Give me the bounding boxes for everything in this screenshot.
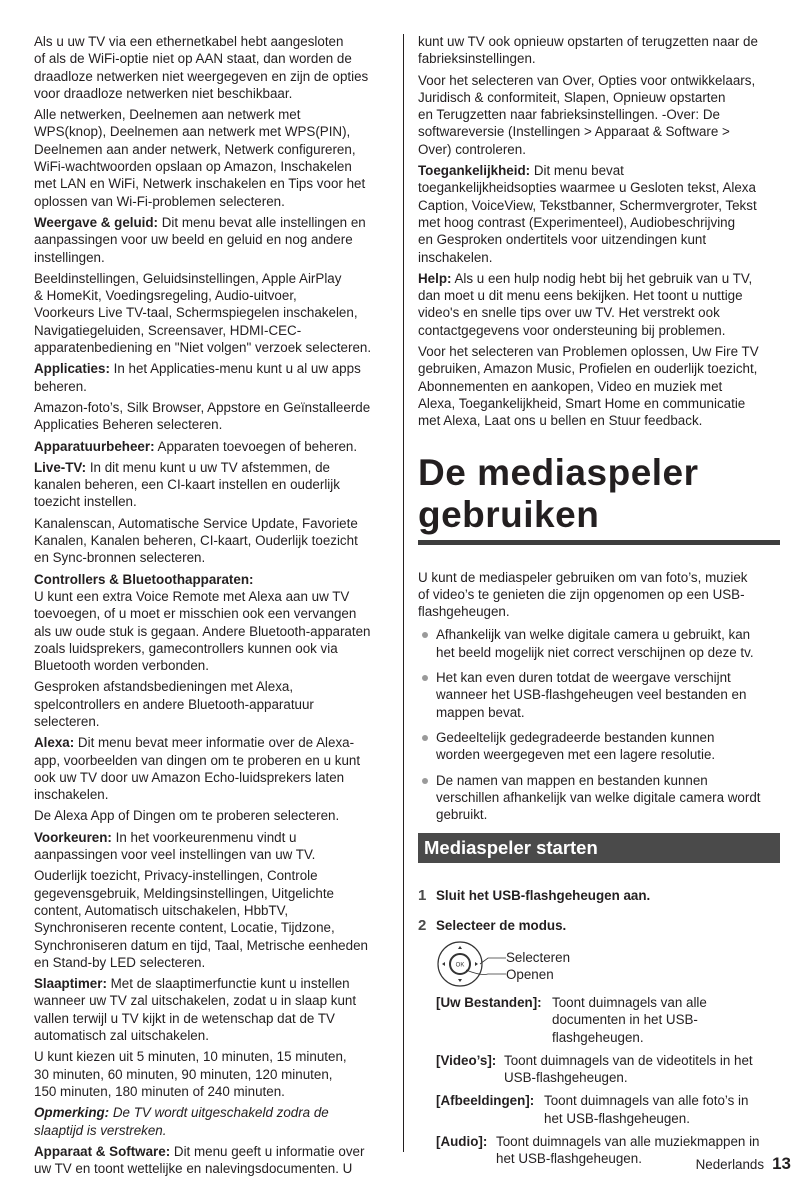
- paragraph: [34, 807, 394, 824]
- mode-definition: [436, 1092, 780, 1127]
- paragraph-text: In dit menu kunt u uw TV afstemmen, de kanalen beheren, een CI-kaart instellen en ouderlijk toezicht instellen.: [34, 459, 340, 510]
- paragraph-text: De TV wordt uitgeschakeld zodra de slaaptijd is verstreken.: [34, 1105, 329, 1138]
- mode-description: Toont duimnagels van alle foto’s in het USB-flashgeheugen.: [544, 1093, 749, 1126]
- paragraph-text: Dit menu geeft u informatie over uw TV en toont wettelijke en nalevingsdocumenten. U: [34, 1143, 365, 1177]
- paragraph-text: Amazon-foto’s, Silk Browser, Appstore en Geïnstalleerde Applicaties Beheren selecteren.: [34, 399, 371, 433]
- intro-paragraph: U kunt de mediaspeler gebruiken om van foto’s, muziek of video’s te genieten die zijn opgenomen op een USB- flashgeheugen.: [418, 569, 748, 620]
- paragraph: [34, 459, 394, 511]
- paragraph: [418, 162, 780, 266]
- paragraph: [34, 399, 394, 434]
- paragraph-lead: Weergave & geluid:: [34, 214, 159, 230]
- mode-definition: [436, 1052, 780, 1087]
- column-divider: [403, 34, 404, 1152]
- mode-description: Toont duimnagels van alle muziekmappen in het USB-flashgeheugen.: [496, 1134, 760, 1167]
- remote-dpad-diagram: [436, 940, 780, 990]
- step-2: [418, 917, 780, 934]
- mode-definitions: [418, 994, 780, 1168]
- page-footer: [696, 1155, 791, 1173]
- paragraph-lead: Slaaptimer:: [34, 976, 107, 992]
- section-heading: Mediaspeler starten: [418, 833, 780, 863]
- step-1: [418, 887, 780, 904]
- mode-term: [Uw Bestanden]:: [436, 994, 542, 1010]
- paragraph-text: De Alexa App of Dingen om te proberen selecteren.: [34, 808, 340, 824]
- bullet-icon: [422, 735, 428, 741]
- chapter-title: De mediaspeler gebruiken: [418, 451, 699, 535]
- paragraph: [34, 360, 394, 395]
- select-label: Selecteren: [506, 949, 571, 965]
- paragraph: [34, 734, 394, 803]
- paragraph-text: U kunt een extra Voice Remote met Alexa aan uw TV toevoegen, of u moet er misschien ook een vervangen als uw oude stuk is gegaan. Andere Bluetooth-apparaten zoals luidsprekers, gamecontrollers kunnen ook via Bluetooth worden verbonden.: [34, 588, 371, 674]
- notes-list: [418, 626, 780, 823]
- paragraph-lead: Voorkeuren:: [34, 829, 112, 845]
- ok-label: OK: [455, 962, 465, 969]
- footer-language: Nederlands: [695, 1157, 765, 1172]
- right-column: [418, 33, 780, 1174]
- bullet-icon: [422, 778, 428, 784]
- open-label: Openen: [506, 966, 554, 982]
- mode-description: Toont duimnagels van alle documenten in het USB- flashgeheugen.: [552, 994, 707, 1045]
- paragraph-lead: Applicaties:: [34, 361, 110, 377]
- paragraph: [34, 678, 394, 730]
- paragraph-text: Met de slaaptimerfunctie kunt u instellen wanneer uw TV zal uitschakelen, zodat u in slaap kunt vallen terwijl u TV kijkt in de wetenschap dat de TV automatisch zal uitschakelen.: [34, 976, 357, 1044]
- paragraph-text: Dit menu bevat meer informatie over de Alexa- app, voorbeelden van dingen om te proberen en u kunt ook uw TV door uw Amazon Echo-luidsprekers laten inschakelen.: [34, 735, 361, 803]
- step-number: 2: [418, 916, 427, 934]
- paragraph-lead: Opmerking:: [34, 1105, 110, 1121]
- paragraph: [34, 438, 394, 455]
- paragraph: [34, 1048, 394, 1100]
- paragraph: [34, 571, 394, 675]
- paragraph: [34, 106, 394, 210]
- bullet-icon: [422, 675, 428, 681]
- list-item-text: Afhankelijk van welke digitale camera u gebruikt, kan het beeld mogelijk niet correct verschijnen op deze tv.: [436, 627, 754, 660]
- paragraph: [418, 343, 780, 429]
- paragraph-lead: Apparaat & Software:: [34, 1143, 171, 1159]
- paragraph: [34, 867, 394, 971]
- paragraph: [34, 270, 394, 356]
- list-item: [418, 772, 780, 824]
- mode-term: [Audio]:: [436, 1134, 488, 1150]
- paragraph: [34, 975, 394, 1044]
- paragraph-lead: Live-TV:: [34, 459, 87, 475]
- paragraph-lead: Toegankelijkheid:: [418, 163, 531, 179]
- step-number: 1: [418, 887, 427, 905]
- list-item: [418, 626, 780, 661]
- paragraph-text: Ouderlijk toezicht, Privacy-instellingen, Controle gegevensgebruik, Meldingsinstellingen, Uitgelichte content, Automatisch uitschakelen, HbbTV, Synchroniseren recente content, Locatie, Tijdzone, Synchroniseren datum en tijd, Taal, Metrische eenheden en Stand-by LED selecteren.: [34, 868, 368, 970]
- page-number: 13: [772, 1154, 791, 1173]
- paragraph-text: In het Applicaties-menu kunt u al uw apps beheren.: [34, 361, 361, 394]
- list-item-text: De namen van mappen en bestanden kunnen verschillen afhankelijk van welke digitale camera wordt gebruikt.: [436, 772, 761, 823]
- list-item-text: Het kan even duren totdat de weergave verschijnt wanneer het USB-flashgeheugen veel bestanden en mappen bevat.: [436, 670, 747, 720]
- paragraph-text: Kanalenscan, Automatische Service Update, Favoriete Kanalen, Kanalen beheren, CI-kaart, Ouderlijk toezicht en Sync-bronnen selecteren.: [34, 515, 358, 566]
- chapter-title-rule: [418, 540, 780, 545]
- paragraph: [34, 33, 394, 102]
- paragraph-text: Dit menu bevat alle instellingen en aanpassingen voor uw beeld en geluid en nog andere instellingen.: [34, 214, 366, 265]
- settings-continued: [418, 33, 780, 430]
- paragraph-lead: Controllers & Bluetoothapparaten:: [34, 571, 254, 587]
- step-text: Selecteer de modus.: [436, 917, 567, 933]
- list-item: [418, 669, 780, 721]
- paragraph-text: Voor het selecteren van Problemen oplossen, Uw Fire TV gebruiken, Amazon Music, Profielen en ouderlijk toezicht, Abonnementen en aankopen, Video en muziek met Alexa, Toegankelijkheid, Smart Home en communicatie met Alexa, Laat ons u bellen en Stuur feedback.: [418, 344, 759, 429]
- paragraph-lead: Alexa:: [34, 735, 75, 751]
- mode-description: Toont duimnagels van de videotitels in het USB-flashgeheugen.: [504, 1052, 753, 1086]
- list-item-text: Gedeeltelijk gedegradeerde bestanden kunnen worden weergegeven met een lagere resolutie.: [436, 729, 716, 763]
- paragraph-text: kunt uw TV ook opnieuw opstarten of terugzetten naar de fabrieksinstellingen.: [418, 34, 758, 67]
- mode-term: [Afbeeldingen]:: [436, 1093, 535, 1109]
- paragraph: [418, 270, 780, 339]
- paragraph: [34, 1143, 394, 1178]
- mode-definition: [436, 994, 780, 1046]
- paragraph: [34, 214, 394, 266]
- paragraph: [34, 1104, 394, 1139]
- paragraph-text: Apparaten toevoegen of beheren.: [154, 438, 358, 454]
- paragraph-text: Als u een hulp nodig hebt bij het gebruik van u TV, dan moet u dit menu eens bekijken. Het toont u nuttige video's en snelle tips over uw TV. Het verstrekt ook contactgegevens voor ondersteuning bij problemen.: [418, 270, 753, 338]
- paragraph: [34, 515, 394, 567]
- step-text: Sluit het USB-flashgeheugen aan.: [436, 888, 651, 904]
- paragraph-lead: Apparatuurbeheer:: [34, 438, 155, 454]
- bullet-icon: [422, 632, 428, 638]
- paragraph-text: Gesproken afstandsbedieningen met Alexa, spelcontrollers en andere Bluetooth-apparatuur selecteren.: [34, 679, 314, 729]
- paragraph: [34, 829, 394, 864]
- paragraph-text: In het voorkeurenmenu vindt u aanpassingen voor veel instellingen van uw TV.: [34, 829, 316, 863]
- paragraph-text: Dit menu bevat toegankelijkheidsopties waarmee u Gesloten tekst, Alexa Caption, VoiceView, Tekstbanner, Schermvergroter, Tekst met hoog contrast (Experimenteel), Audiobeschrijving en Gesproken ondertitels voor uitzendingen kunt inschakelen.: [418, 163, 757, 265]
- paragraph-text: Alle netwerken, Deelnemen aan netwerk met WPS(knop), Deelnemen aan netwerk met WPS(PIN), Deelnemen aan ander netwerk, Netwerk configureren, WiFi-wachtwoorden opslaan op Amazon, Inschakelen met LAN en WiFi, Netwerk inschakelen en Tips voor het oplossen van Wi-Fi-problemen selecteren.: [34, 107, 366, 209]
- paragraph-text: Voor het selecteren van Over, Opties voor ontwikkelaars, Juridisch & conformiteit, Slapen, Opnieuw opstarten en Terugzetten naar fabrieksinstellingen. -Over: De softwareversie (Instellingen > Apparaat & Software > Over) controleren.: [418, 72, 756, 157]
- paragraph: [418, 72, 780, 158]
- paragraph-text: Beeldinstellingen, Geluidsinstellingen, Apple AirPlay & HomeKit, Voedingsregeling, Audio-uitvoer, Voorkeurs Live TV-taal, Schermspiegelen inschakelen, Navigatiegeluiden, Screensaver, HDMI-CEC- apparatenbediening en "Niet volgen" verzoek selecteren.: [34, 270, 372, 356]
- mode-term: [Video’s]:: [436, 1052, 497, 1068]
- paragraph-text: U kunt kiezen uit 5 minuten, 10 minuten, 15 minuten, 30 minuten, 60 minuten, 90 minuten, 120 minuten, 150 minuten, 180 minuten of 240 minuten.: [34, 1049, 347, 1099]
- paragraph-lead: Help:: [418, 270, 452, 286]
- left-column: [34, 33, 394, 1181]
- paragraph: [418, 33, 780, 68]
- list-item: [418, 729, 780, 764]
- paragraph-text: Als u uw TV via een ethernetkabel hebt aangesloten of als de WiFi-optie niet op AAN staat, dan worden de draadloze netwerken niet weergegeven en zijn de opties voor draadloze netwerken niet beschikbaar.: [34, 34, 369, 101]
